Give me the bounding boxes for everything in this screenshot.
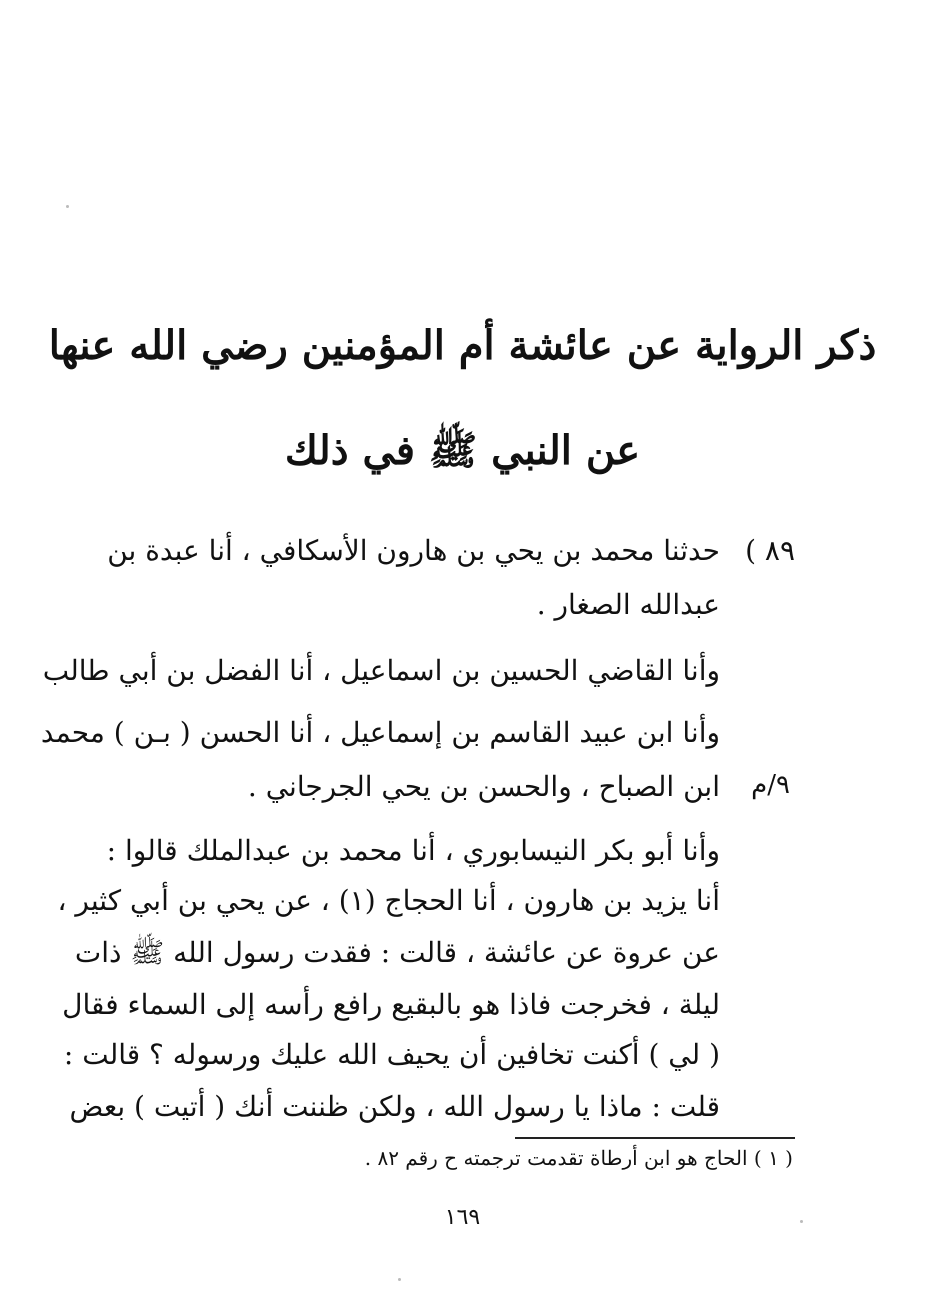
text-line-5: ابن الصباح ، والحسن بن يحي الجرجاني . — [247, 770, 720, 803]
text-line-7: أنا يزيد بن هارون ، أنا الحجاج (١) ، عن يحي بن أبي كثير ، — [57, 884, 720, 917]
text-line-10: ( لي ) أكنت تخافين أن يحيف الله عليك ورسوله ؟ قالت : — [63, 1038, 720, 1071]
scan-speck — [800, 1220, 803, 1223]
footnote: ( ١ ) الحاج هو ابن أرطاة تقدمت ترجمته ح رقم ٨٢ . — [364, 1146, 793, 1170]
hadith-number: ٨٩ ) — [745, 534, 795, 567]
text-line-11: قلت : ماذا يا رسول الله ، ولكن ظننت أنك ( أتيت ) بعض — [69, 1090, 720, 1123]
scan-speck — [66, 205, 69, 208]
text-line-9: ليلة ، فخرجت فاذا هو بالبقيع رافع رأسه إلى السماء فقال — [62, 988, 720, 1021]
chapter-title-line-1: ذكر الرواية عن عائشة أم المؤمنين رضي الله عنها — [48, 322, 877, 369]
text-line-3: وأنا القاضي الحسين بن اسماعيل ، أنا الفضل بن أبي طالب — [42, 654, 720, 687]
text-line-1: حدثنا محمد بن يحي بن هارون الأسكافي ، أنا عبدة بن — [107, 534, 720, 567]
text-line-2: عبدالله الصغار . — [536, 588, 720, 621]
scan-speck — [398, 1278, 401, 1281]
text-line-6: وأنا أبو بكر النيسابوري ، أنا محمد بن عبدالملك قالوا : — [106, 834, 720, 867]
text-line-8: عن عروة عن عائشة ، قالت : فقدت رسول الله ﷺ ذات — [74, 936, 720, 969]
margin-folio-marker: ٩/م — [751, 770, 790, 800]
text-line-4: وأنا ابن عبيد القاسم بن إسماعيل ، أنا الحسن ( بـن ) محمد — [40, 716, 720, 749]
footnote-separator — [515, 1137, 795, 1139]
chapter-title-line-2: عن النبي ﷺ في ذلك — [284, 427, 641, 474]
page-number: ١٦٩ — [444, 1205, 481, 1230]
